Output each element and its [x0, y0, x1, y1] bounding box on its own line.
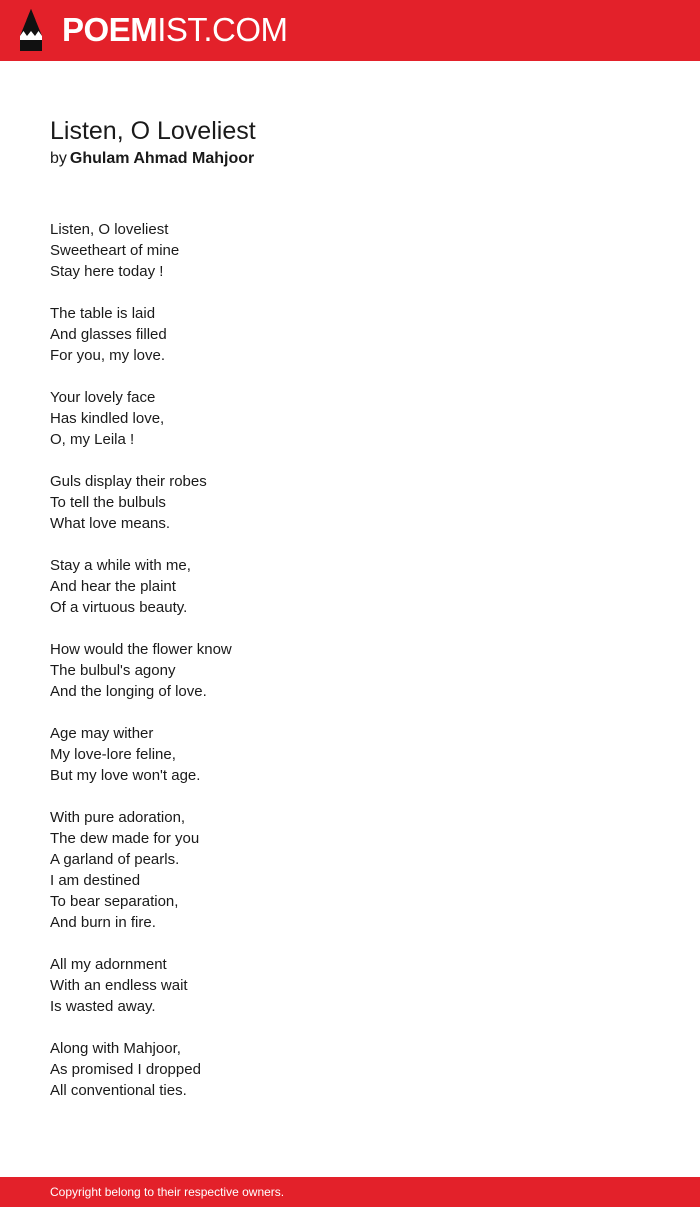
poem-line: O, my Leila ! — [50, 431, 135, 448]
poem-line: All conventional ties. — [50, 1082, 187, 1099]
poem-line: As promised I dropped — [50, 1061, 201, 1078]
stanza — [50, 219, 232, 282]
poem-line: To bear separation, — [50, 893, 179, 910]
pencil-tip-icon[interactable] — [16, 8, 46, 52]
by-label: by — [50, 150, 67, 167]
poem-line: Stay here today ! — [50, 263, 164, 280]
site-logo-text[interactable] — [62, 11, 288, 49]
poem-line: The table is laid — [50, 305, 156, 322]
stanza — [50, 954, 232, 1017]
poem-line: For you, my love. — [50, 347, 166, 364]
author-name: Ghulam Ahmad Mahjoor — [69, 150, 255, 167]
poem-line: How would the flower know — [50, 641, 232, 658]
brand-light: IST.COM — [157, 11, 288, 48]
poem-line: And the longing of love. — [50, 683, 207, 700]
poem-line: Is wasted away. — [50, 998, 156, 1015]
stanza — [50, 555, 232, 618]
poem-line: Guls display their robes — [50, 473, 207, 490]
stanza — [50, 471, 232, 534]
poem-line: With an endless wait — [50, 977, 188, 994]
poem-line: Sweetheart of mine — [50, 242, 180, 259]
site-footer — [0, 1177, 700, 1207]
poem-line: Has kindled love, — [50, 410, 165, 427]
poem-line: Along with Mahjoor, — [50, 1040, 181, 1057]
poem-line: My love-lore feline, — [50, 746, 176, 763]
poem-line: I am destined — [50, 872, 141, 889]
poem-line: Your lovely face — [50, 389, 156, 406]
poem-line: But my love won't age. — [50, 767, 201, 784]
poem-line: The dew made for you — [50, 830, 200, 847]
poem-line: Age may wither — [50, 725, 154, 742]
poem-line: All my adornment — [50, 956, 167, 973]
poem-line: And hear the plaint — [50, 578, 176, 595]
poem-line: With pure adoration, — [50, 809, 186, 826]
stanza — [50, 807, 232, 933]
site-header — [0, 0, 700, 61]
poem-line: A garland of pearls. — [50, 851, 180, 868]
copyright-text: Copyright belong to their respective owners. — [50, 1185, 285, 1199]
poem-line: To tell the bulbuls — [50, 494, 166, 511]
poem-title: Listen, O Loveliest — [50, 117, 256, 145]
poem-line: And glasses filled — [50, 326, 167, 343]
stanza — [50, 1038, 232, 1101]
stanza — [50, 639, 232, 702]
stanza — [50, 387, 232, 450]
poem-line: The bulbul's agony — [50, 662, 176, 679]
poem-line: Of a virtuous beauty. — [50, 599, 188, 616]
byline — [50, 148, 254, 170]
poem-line: What love means. — [50, 515, 171, 532]
poem-line: Stay a while with me, — [50, 557, 191, 574]
poem-line: Listen, O loveliest — [50, 221, 169, 238]
poem-body — [50, 219, 232, 1122]
stanza — [50, 303, 232, 366]
stanza — [50, 723, 232, 786]
brand-bold: POEM — [62, 11, 158, 48]
poem-line: And burn in fire. — [50, 914, 156, 931]
